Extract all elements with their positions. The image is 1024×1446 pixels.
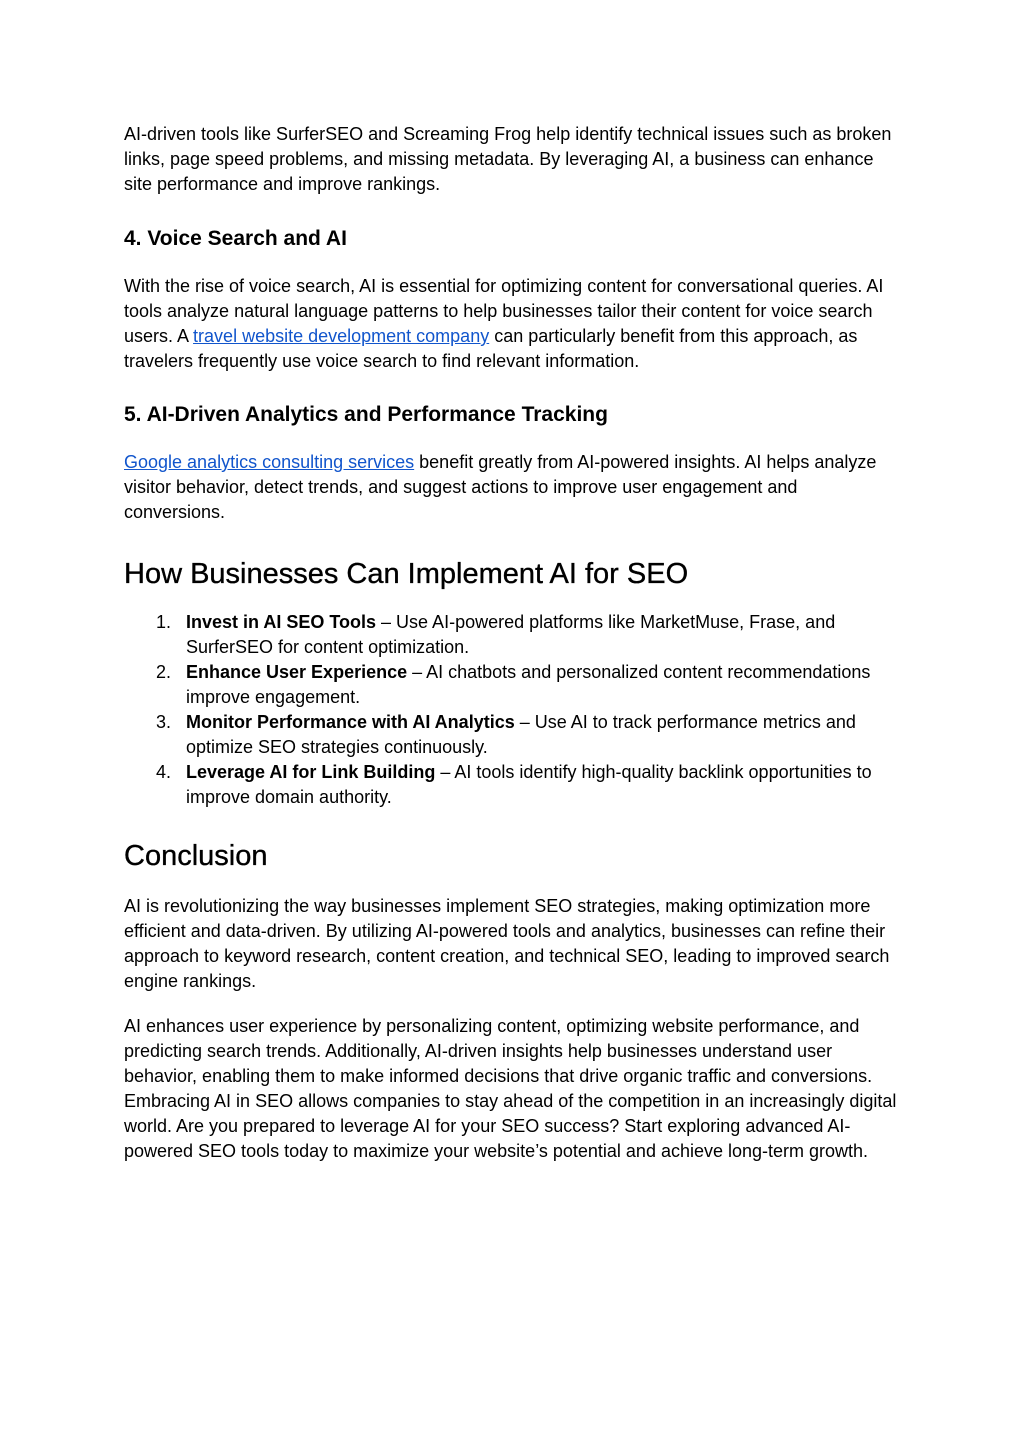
list-item-bold: Enhance User Experience: [186, 662, 408, 682]
list-item-text: – Use AI-powered platforms like MarketMuse, Frase, and SurferSEO for content optimization.: [186, 612, 836, 657]
list-item-bold: Leverage AI for Link Building: [186, 762, 436, 782]
voice-text-after: can particularly benefit from this approach, as travelers frequently use voice search to find relevant information.: [124, 326, 858, 371]
conclusion-paragraph-2: AI enhances user experience by personalizing content, optimizing website performance, and predicting search trends. Additionally, AI-driven insights help businesses understand user behavior, enabling them to make informed decisions that drive organic traffic and conversions. Embracing AI in SEO allows companies to stay ahead of the competition in an increasingly digital world. Are you prepared to leverage AI for your SEO success? Start exploring advanced AI-powered SEO tools today to maximize your website’s potential and achieve long-term growth.: [124, 1016, 897, 1161]
list-item: [124, 660, 900, 710]
voice-text-before: With the rise of voice search, AI is essential for optimizing content for conversational queries. AI tools analyze natural language patterns to help businesses tailor their content for voice search users. A: [124, 276, 884, 346]
analytics-paragraph: [124, 450, 900, 525]
document-page: [124, 122, 900, 1164]
conclusion-heading: Conclusion: [124, 840, 268, 872]
travel-website-link[interactable]: travel website development company: [193, 326, 490, 346]
implement-list: [124, 610, 900, 810]
list-item: [124, 610, 900, 660]
intro-paragraph: AI-driven tools like SurferSEO and Screaming Frog help identify technical issues such as broken links, page speed problems, and missing metadata. By leveraging AI, a business can enhance site performance and improve rankings.: [124, 124, 892, 194]
list-item-text: – AI tools identify high-quality backlink opportunities to improve domain authority.: [186, 762, 872, 807]
voice-search-heading: 4. Voice Search and AI: [124, 227, 347, 250]
list-item-number: 3.: [156, 712, 172, 732]
list-item-bold: Invest in AI SEO Tools: [186, 612, 377, 632]
implement-heading: How Businesses Can Implement AI for SEO: [124, 558, 689, 590]
google-analytics-link[interactable]: Google analytics consulting services: [124, 452, 415, 472]
list-item-text: – AI chatbots and personalized content recommendations improve engagement.: [186, 662, 871, 707]
list-item-number: 1.: [156, 612, 172, 632]
analytics-heading: 5. AI-Driven Analytics and Performance Tracking: [124, 403, 608, 426]
list-item-bold: Monitor Performance with AI Analytics: [186, 712, 515, 732]
list-item-number: 4.: [156, 762, 172, 782]
list-item-number: 2.: [156, 662, 172, 682]
analytics-text-after: benefit greatly from AI-powered insights. AI helps analyze visitor behavior, detect trends, and suggest actions to improve user engagement and conversions.: [124, 452, 877, 522]
list-item: [124, 760, 900, 810]
list-item: [124, 710, 900, 760]
conclusion-paragraph-1: AI is revolutionizing the way businesses implement SEO strategies, making optimization more efficient and data-driven. By utilizing AI-powered tools and analytics, businesses can refine their approach to keyword research, content creation, and technical SEO, leading to improved search engine rankings.: [124, 896, 890, 991]
list-item-text: – Use AI to track performance metrics and optimize SEO strategies continuously.: [186, 712, 856, 757]
voice-search-paragraph: [124, 274, 900, 374]
